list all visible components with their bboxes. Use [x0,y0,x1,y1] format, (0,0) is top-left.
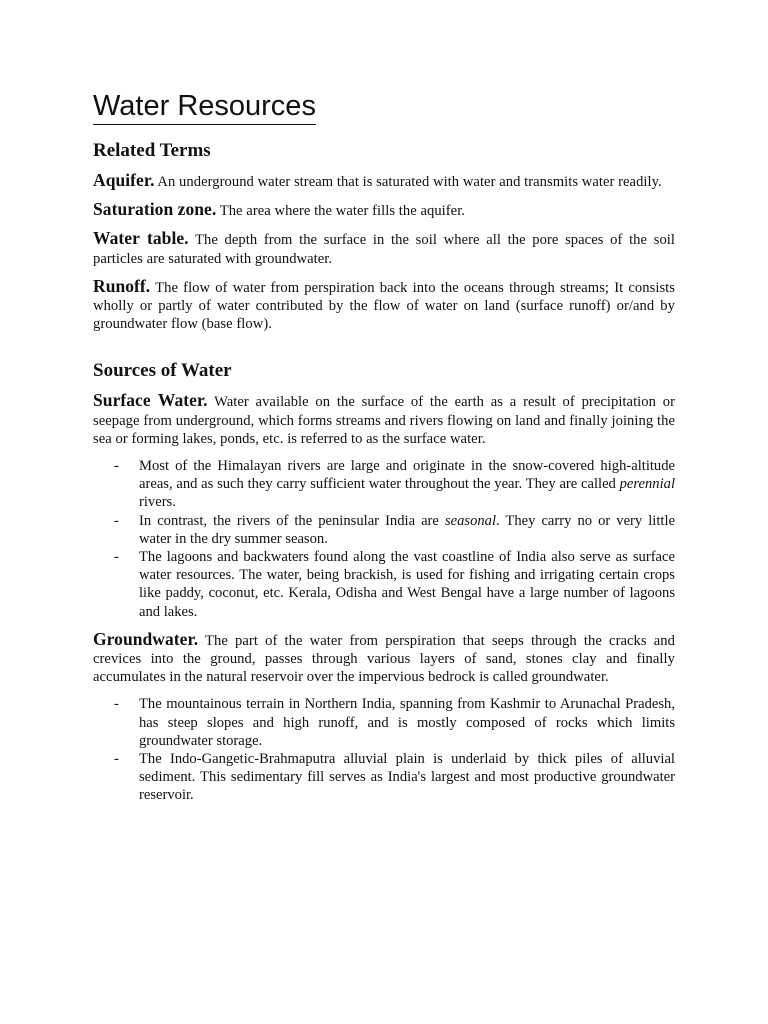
term-water-table [93,229,675,267]
term-runoff [93,277,675,334]
term-label: Saturation zone. [93,199,217,220]
term-definition: The area where the water fills the aquifer. [219,203,466,220]
sources-heading: Sources of Water [93,360,232,382]
surface-water-paragraph [93,391,675,448]
term-definition: The part of the water from perspiration that seeps through the cracks and crevices into the ground, passes through various layers of sand, stones clay and finally accumulates in the natural reservoir over the impervious bedrock is called groundwater. [93,632,675,686]
term-label: Runoff. [93,275,151,296]
list-item: - In contrast, the rivers of the peninsular India are seasonal. They carry no or very little water in the dry summer season. [139,512,675,548]
term-definition: An underground water stream that is saturated with water and transmits water readily. [157,174,662,190]
term-aquifer [93,171,675,191]
related-terms-heading: Related Terms [93,140,211,161]
list-item: - The Indo-Gangetic-Brahmaputra alluvial plain is underlaid by thick piles of alluvial sediment. This sedimentary fill serves as India's largest and most productive groundwater reservoir. [139,750,675,805]
groundwater-paragraph [93,630,675,687]
term-label: Groundwater. [93,628,199,649]
groundwater-list [93,695,675,804]
term-label: Surface Water. [93,390,208,411]
term-definition: The depth from the surface in the soil where all the pore spaces of the soil particles are saturated with groundwater. [93,232,675,267]
term-label: Aquifer. [93,170,155,190]
term-label: Water table. [93,228,189,249]
term-saturation-zone [93,200,675,220]
page-title: Water Resources [93,88,316,125]
surface-water-list [93,457,675,621]
list-item: - Most of the Himalayan rivers are large and originate in the snow-covered high-altitude areas, and as such they carry sufficient water throughout the year. They are called perennial rivers. [139,457,675,512]
term-definition: Water available on the surface of the earth as a result of precipitation or seepage from underground, which forms streams and rivers flowing on land and finally joining the sea or forming lakes, ponds, etc. is referred to as the surface water. [93,394,675,447]
list-item: - The mountainous terrain in Northern India, spanning from Kashmir to Arunachal Pradesh, has steep slopes and high runoff, and is mostly composed of rocks which limits groundwater storage. [139,695,675,750]
list-item: - The lagoons and backwaters found along the vast coastline of India also serve as surface water resources. The water, being brackish, is used for fishing and irrigating certain crops like paddy, coconut, etc. Kerala, Odisha and West Bengal have a large number of lagoons and lakes. [139,548,675,621]
term-definition: The flow of water from perspiration back into the oceans through streams; It consists wholly or partly of water contributed by the flow of water on land (surface runoff) or/and by groundwater flow (base flow). [93,279,676,333]
